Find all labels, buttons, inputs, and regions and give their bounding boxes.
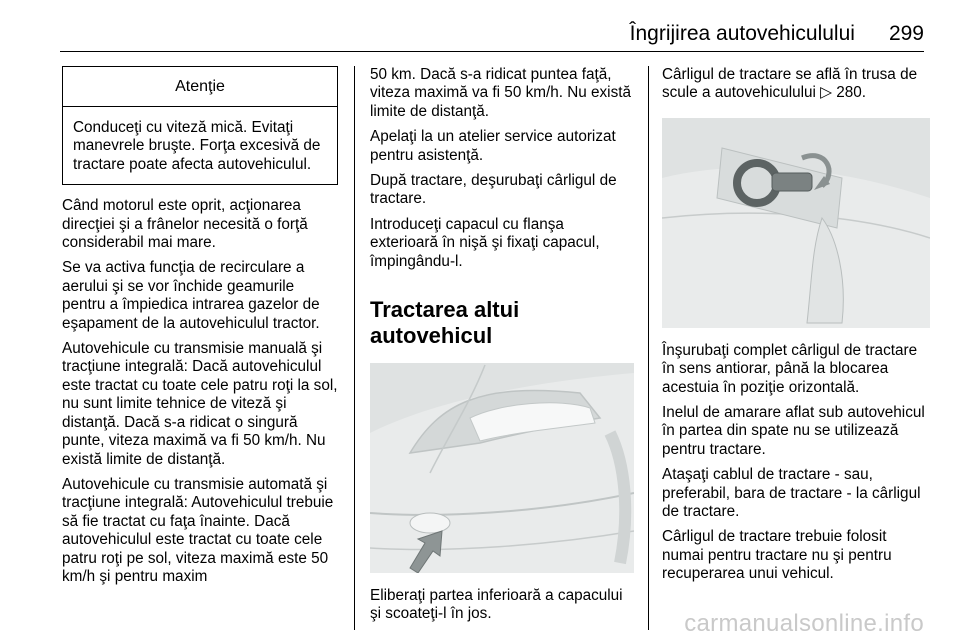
paragraph: 50 km. Dacă s-a ridicat puntea faţă, viteza maximă va fi 50 km/h. Nu există limite de distanţă. <box>370 66 631 120</box>
page-reference-icon: ▷ <box>820 84 832 102</box>
rear-bumper-figure <box>370 363 634 573</box>
paragraph: Ataşaţi cablul de tractare - sau, preferabil, bara de tractare - la cârligul de tractare. <box>662 466 921 521</box>
page-number: 299 <box>888 22 924 45</box>
paragraph: Apelaţi la un atelier service autorizat pentru asistenţă. <box>370 128 616 164</box>
page-header <box>60 22 924 52</box>
column-divider <box>354 66 355 630</box>
header-title: Îngrijirea autovehiculului <box>629 22 855 45</box>
paragraph: După tractare, deşurubaţi cârligul de tractare. <box>370 172 617 208</box>
watermark: carmanualsonline.info <box>684 610 924 637</box>
paragraph: Introduceţi capacul cu flanşa exterioară în nişă şi fixaţi capacul, împingându-l. <box>370 215 600 270</box>
column-1 <box>62 66 338 593</box>
paragraph <box>662 66 930 103</box>
paragraph: Autovehicule cu transmisie automată şi tracţiune integrală: Autovehiculul trebuie să fie tractat cu faţa înainte. Dacă autovehiculul este tractat cu toate cele patru roţi pe sol, viteza maximă este 50 km/h şi pentru maxim <box>62 475 334 585</box>
paragraph: Cârligul de tractare trebuie folosit numai pentru tractare nu şi pentru recuperarea unui vehicul. <box>662 528 892 583</box>
paragraph: Eliberaţi partea inferioară a capacului şi scoateţi-l în jos. <box>370 587 623 623</box>
section-title: Tractarea altui autovehicul <box>370 297 520 349</box>
intro-text: Cârligul de tractare se află în trusa de scule a autovehiculului <box>662 66 918 102</box>
caution-box <box>62 66 338 185</box>
tow-hook-illustration <box>662 118 930 328</box>
caution-title: Atenţie <box>63 67 337 107</box>
column-3 <box>662 66 930 591</box>
paragraph: Înşurubaţi complet cârligul de tractare în sens antiorar, până la blocarea acestuia în poziţie orizontală. <box>662 341 918 396</box>
rear-bumper-illustration <box>370 363 634 573</box>
paragraph: Autovehicule cu transmisie manuală şi tracţiune integrală: Dacă autovehiculul este tractat cu toate cele patru roţi la sol, nu sunt limite tehnice de viteză şi distanţă. Dacă s-a ridicat o singură punte, viteza maximă va fi 50 km/h. Nu există limite de distanţă. <box>62 340 338 468</box>
column-2 <box>370 66 634 631</box>
paragraph: Inelul de amarare aflat sub autovehicul în partea din spate nu se utilizează pentru tractare. <box>662 404 925 458</box>
page-reference: 280. <box>836 84 866 102</box>
column-divider <box>648 66 649 630</box>
tow-hook-figure <box>662 118 930 328</box>
paragraph: Când motorul este oprit, acţionarea direcţiei şi a frânelor necesită o forţă considerabil mai mare. <box>62 197 308 252</box>
caution-body: Conduceţi cu viteză mică. Evitaţi manevrele bruşte. Forţa excesivă de tractare poate afecta autovehiculul. <box>73 119 321 173</box>
paragraph: Se va activa funcţia de recirculare a aerului şi se vor închide geamurile pentru a împiedica intrarea gazelor de eşapament de la autovehiculul tractor. <box>62 259 320 332</box>
